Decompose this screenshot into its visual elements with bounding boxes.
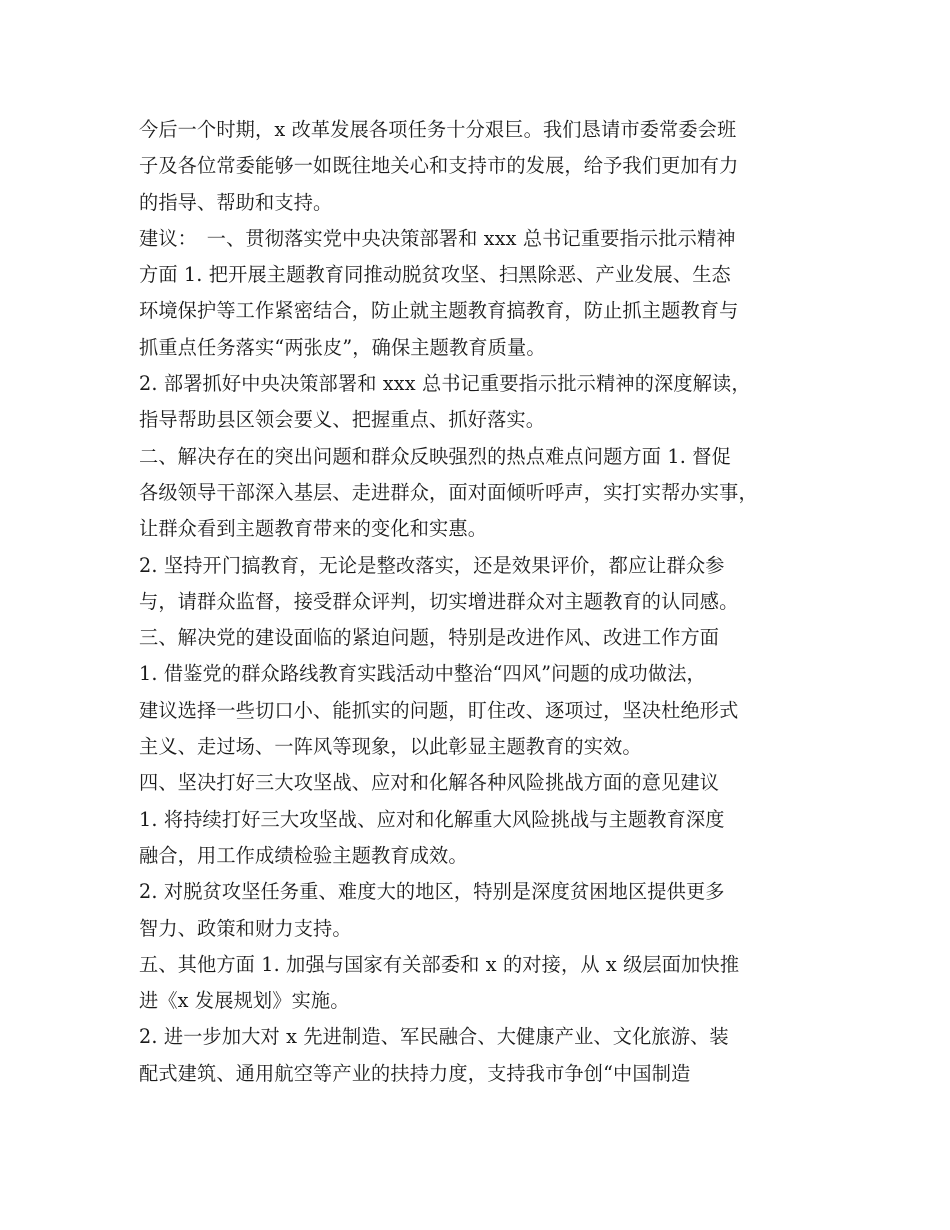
text-line: 融合，用工作成绩检验主题教育成效。 <box>139 843 468 867</box>
text-line: 今后一个时期，x 改革发展各项任务十分艰巨。我们恳请市委常委会班 <box>139 118 737 141</box>
text-line: 智力、政策和财力支持。 <box>139 916 352 940</box>
text-line: 五、其他方面 1. 加强与国家有关部委和 x 的对接，从 x 级层面加快推 <box>139 952 740 976</box>
text-line: 三、解决党的建设面临的紧迫问题，特别是改进作风、改进工作方面 <box>139 626 720 650</box>
text-line: 2. 对脱贫攻坚任务重、难度大的地区，特别是深度贫困地区提供更多 <box>139 880 725 904</box>
document-body <box>139 112 839 1092</box>
text-line: 指导帮助县区领会要义、把握重点、抓好落实。 <box>139 408 546 432</box>
text-line: 1. 借鉴党的群众路线教育实践活动中整治“四风”问题的成功做法， <box>139 662 706 686</box>
text-line: 让群众看到主题教育带来的变化和实惠。 <box>139 517 488 541</box>
text-line: 2. 坚持开门搞教育，无论是整改落实，还是效果评价，都应让群众参 <box>139 553 725 577</box>
text-line: 与，请群众监督，接受群众评判，切实增进群众对主题教育的认同感。 <box>139 589 739 613</box>
text-line: 2. 部署抓好中央决策部署和 xxx 总书记重要指示批示精神的深度解读， <box>139 372 751 396</box>
text-line: 建议： 一、贯彻落实党中央决策部署和 xxx 总书记重要指示批示精神 <box>139 226 736 250</box>
text-line: 二、解决存在的突出问题和群众反映强烈的热点难点问题方面 1. 督促 <box>139 444 731 468</box>
text-line: 环境保护等工作紧密结合，防止就主题教育搞教育，防止抓主题教育与 <box>139 299 739 323</box>
text-line: 2. 进一步加大对 x 先进制造、军民融合、大健康产业、文化旅游、装 <box>139 1025 729 1049</box>
text-line: 方面 1. 把开展主题教育同推动脱贫攻坚、扫黑除恶、产业发展、生态 <box>139 263 731 287</box>
text-line: 子及各位常委能够一如既往地关心和支持市的发展，给予我们更加有力 <box>139 154 739 178</box>
text-line: 抓重点任务落实“两张皮”，确保主题教育质量。 <box>139 335 546 359</box>
text-line: 四、坚决打好三大攻坚战、应对和化解各种风险挑战方面的意见建议 <box>139 771 720 795</box>
text-line: 的指导、帮助和支持。 <box>139 190 333 214</box>
text-line: 配式建筑、通用航空等产业的扶持力度，支持我市争创“中国制造 <box>139 1061 691 1085</box>
text-line: 各级领导干部深入基层、走进群众，面对面倾听呼声，实打实帮办实事， <box>139 480 758 504</box>
text-line: 主义、走过场、一阵风等现象，以此彰显主题教育的实效。 <box>139 735 642 759</box>
text-line: 建议选择一些切口小、能抓实的问题，盯住改、逐项过，坚决杜绝形式 <box>139 698 739 722</box>
text-line: 进《x 发展规划》实施。 <box>139 989 350 1013</box>
text-line: 1. 将持续打好三大攻坚战、应对和化解重大风险挑战与主题教育深度 <box>139 807 725 831</box>
